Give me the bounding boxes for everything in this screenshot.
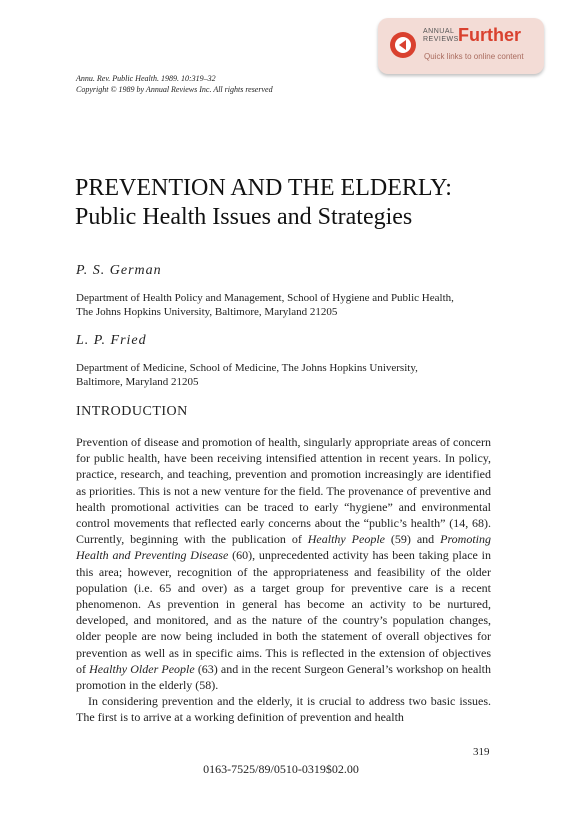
body-text bbox=[76, 434, 491, 726]
citation-line-1: Annu. Rev. Public Health. 1989. 10:319–32 bbox=[76, 74, 216, 83]
citation-line-2: Copyright © 1989 by Annual Reviews Inc. All rights reserved bbox=[76, 85, 273, 94]
banner-further-title: Further bbox=[458, 25, 521, 45]
affiliation-line: The Johns Hopkins University, Baltimore, Maryland 21205 bbox=[76, 306, 338, 318]
citation-title: Promoting Health and Preventing Disease bbox=[76, 532, 491, 563]
arrow-circle-icon bbox=[390, 32, 416, 58]
author-name: L. P. Fried bbox=[76, 333, 147, 348]
text-run: (59) and bbox=[385, 532, 441, 547]
section-heading: INTRODUCTION bbox=[76, 404, 188, 419]
author-affiliation bbox=[76, 291, 496, 319]
annual-reviews-further-banner[interactable] bbox=[378, 18, 544, 74]
title-line-1: PREVENTION AND THE ELDERLY: bbox=[75, 175, 452, 201]
author-name: P. S. German bbox=[76, 263, 162, 278]
banner-annual: ANNUAL bbox=[423, 28, 455, 35]
footer-code: 0163-7525/89/0510-0319$02.00 bbox=[203, 762, 359, 776]
affiliation-line: Department of Health Policy and Management, School of Hygiene and Public Health, bbox=[76, 292, 454, 304]
paper-title bbox=[75, 174, 515, 232]
journal-citation bbox=[76, 73, 273, 95]
paragraph bbox=[76, 434, 491, 693]
banner-publisher bbox=[423, 28, 459, 44]
citation-title: Healthy People bbox=[307, 532, 385, 547]
text-run: (60), unprecedented activity has been taking place in this area; however, recognition of the appropriateness and feasibility of the older population (i.e. 65 and over) as a target group for preventive care is a recent phenomenon. As prevention in general has become an activity to be nurtured, developed, and monitored, and as the nature of the country’s population changes, older people are now being included in both the statement of overall objectives for prevention as well as in specific aims. This is reflected in the extension of objectives of bbox=[76, 548, 492, 676]
banner-subtitle: Quick links to online content bbox=[424, 52, 524, 61]
affiliation-line: Department of Medicine, School of Medicine, The Johns Hopkins University, bbox=[76, 362, 418, 374]
citation-title: Healthy Older People bbox=[89, 661, 195, 676]
text-run: (63) and in the recent Surgeon General’s workshop on health promotion in the elderly (58). bbox=[76, 661, 491, 693]
author-affiliation bbox=[76, 361, 496, 389]
text-run: Prevention of disease and promotion of health, singularly appropriate areas of concern for public health, have been receiving intensified attention in recent years. In policy, practice, research, and teaching, prevention and promotion increasingly are identified as priorities. This is not a new venture for the field. The provenance of preventive and health promotional activities can be traced to early “hygiene” and environmental control movements that reflected early concerns about the “public’s health” (14, 68). Currently, beginning with the publication of bbox=[76, 435, 491, 547]
affiliation-line: Baltimore, Maryland 21205 bbox=[76, 376, 199, 388]
page-number: 319 bbox=[473, 746, 490, 758]
title-line-2: Public Health Issues and Strategies bbox=[75, 204, 413, 230]
banner-reviews: REVIEWS bbox=[423, 36, 459, 43]
paragraph: In considering prevention and the elderly, it is crucial to address two basic issues. The first is to arrive at a working definition of prevention and health bbox=[76, 694, 491, 725]
